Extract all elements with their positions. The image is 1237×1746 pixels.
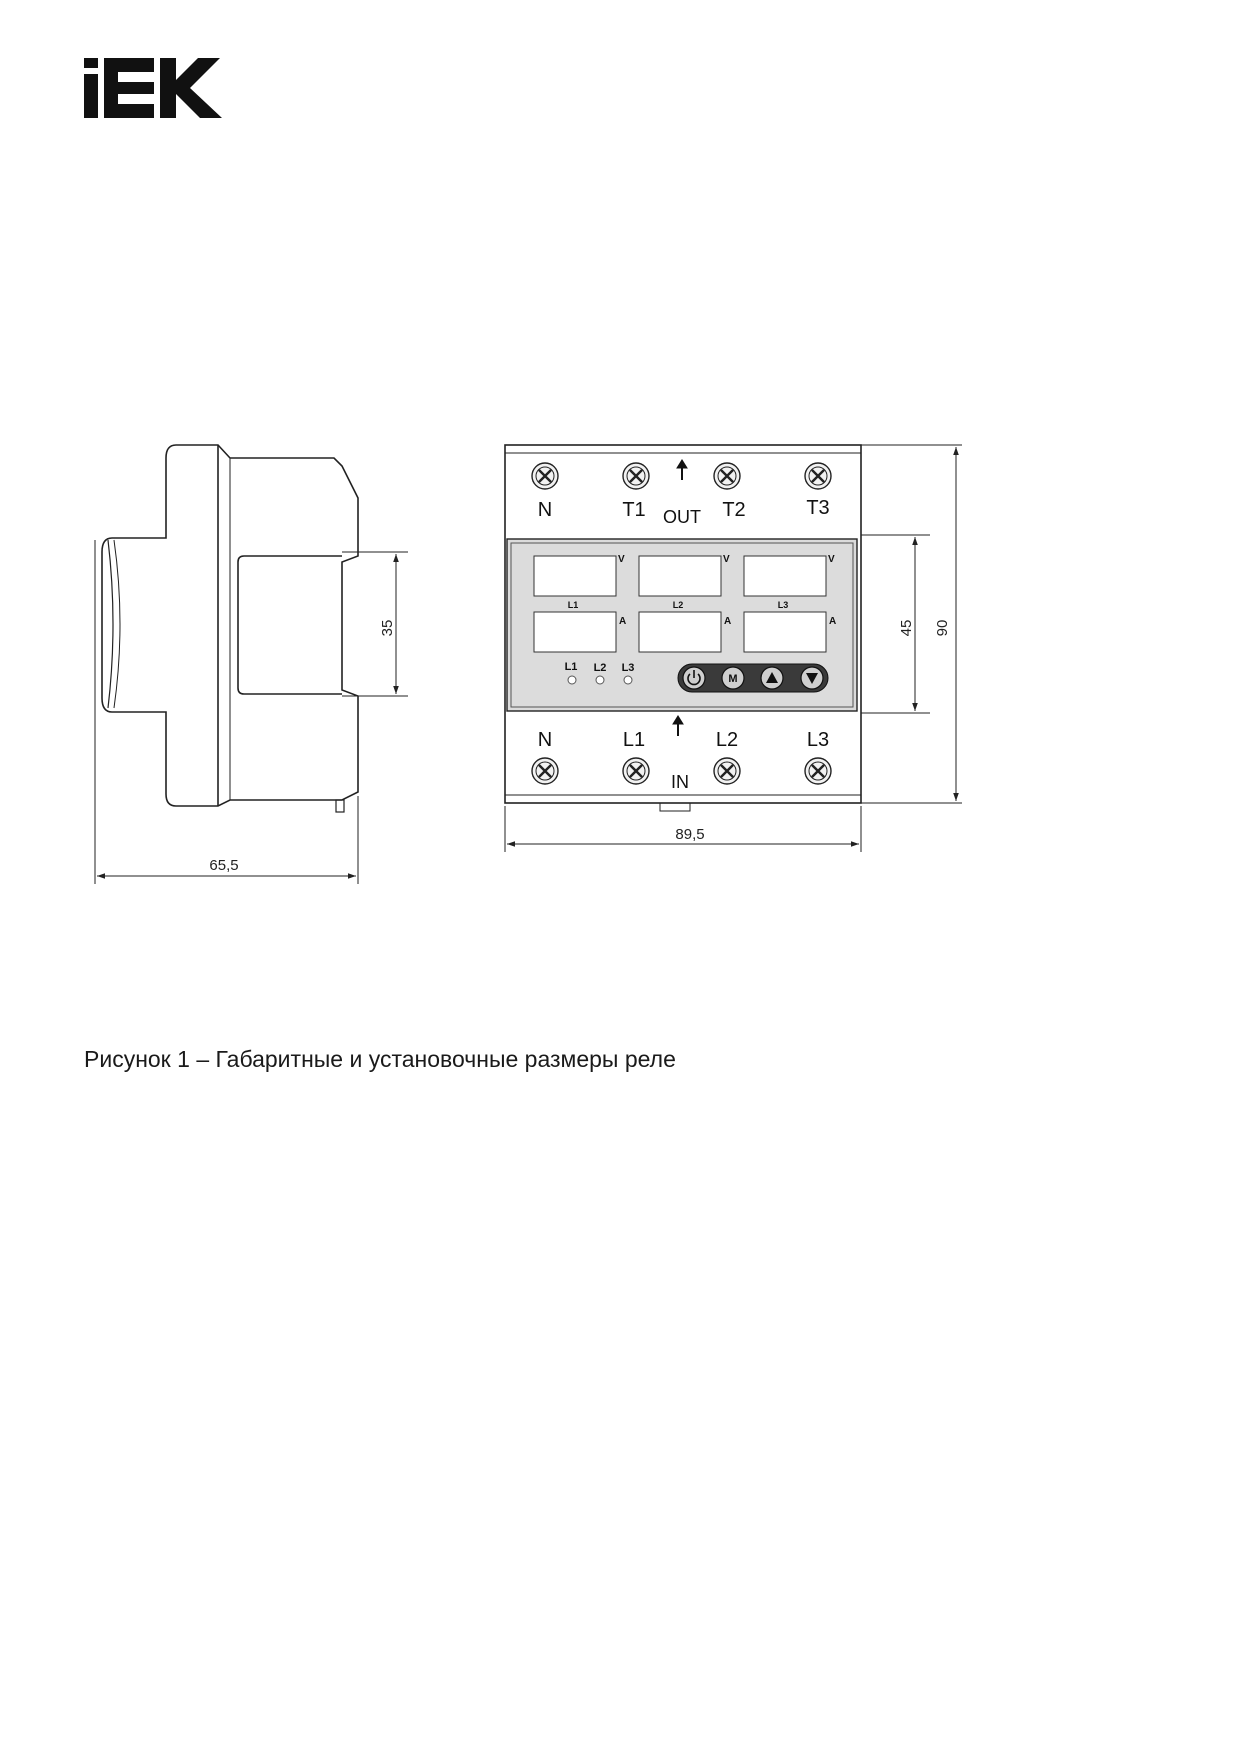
figure-caption: Рисунок 1 – Габаритные и установочные размеры реле: [84, 1046, 676, 1072]
led-l2-icon: [596, 676, 604, 684]
bottom-terminal-label: L2: [715, 729, 739, 751]
screw-icon: [805, 758, 831, 784]
in-group-label: IN: [671, 772, 689, 792]
unit-voltage-label: V: [618, 554, 625, 565]
phase-label: L3: [777, 600, 789, 610]
out-group-label: OUT: [663, 507, 701, 527]
led-label: L1: [564, 661, 578, 673]
bottom-terminal-label: L3: [806, 729, 830, 751]
top-terminal-label: T1: [622, 499, 646, 521]
display-voltage-l1: [534, 556, 616, 596]
display-current-l2: [639, 612, 721, 652]
unit-current-label: A: [829, 616, 837, 627]
led-label: L2: [593, 662, 607, 674]
led-label: L3: [621, 662, 635, 674]
screw-icon: [714, 758, 740, 784]
screw-icon: [623, 463, 649, 489]
phase-label: L1: [567, 600, 579, 610]
panel-height-dimension: [861, 535, 930, 713]
power-button[interactable]: [683, 667, 705, 689]
dim-panel-height-label: 45: [898, 619, 915, 637]
screw-icon: [623, 758, 649, 784]
side-rail-cutout: [238, 556, 342, 694]
screw-icon: [532, 463, 558, 489]
display-current-l3: [744, 612, 826, 652]
down-button[interactable]: [801, 667, 823, 689]
up-button[interactable]: [761, 667, 783, 689]
screw-icon: [714, 463, 740, 489]
bottom-terminal-label: N: [537, 729, 553, 751]
side-rail-dimension: [342, 552, 408, 696]
top-terminal-label: T3: [806, 497, 830, 519]
dim-total-height-label: 90: [934, 619, 951, 637]
dim-side-width-label: 65,5: [209, 857, 239, 874]
screw-icon: [805, 463, 831, 489]
dim-front-width-label: 89,5: [675, 826, 705, 843]
bottom-terminal-label: L1: [622, 729, 646, 751]
side-view: [102, 445, 358, 812]
unit-voltage-label: V: [723, 554, 730, 565]
display-voltage-l3: [744, 556, 826, 596]
screw-icon: [532, 758, 558, 784]
phase-label: L2: [672, 600, 684, 610]
mode-button-label: M: [728, 673, 738, 685]
unit-current-label: A: [724, 616, 732, 627]
unit-voltage-label: V: [828, 554, 835, 565]
top-terminal-label: T2: [722, 499, 746, 521]
led-l1-icon: [568, 676, 576, 684]
display-current-l1: [534, 612, 616, 652]
display-voltage-l2: [639, 556, 721, 596]
led-l3-icon: [624, 676, 632, 684]
mode-button[interactable]: [722, 667, 744, 689]
arrow-up-icon: [673, 716, 683, 736]
arrow-up-icon: [677, 460, 687, 480]
unit-current-label: A: [619, 616, 627, 627]
top-terminal-label: N: [537, 499, 553, 521]
dim-rail-label: 35: [379, 619, 396, 637]
